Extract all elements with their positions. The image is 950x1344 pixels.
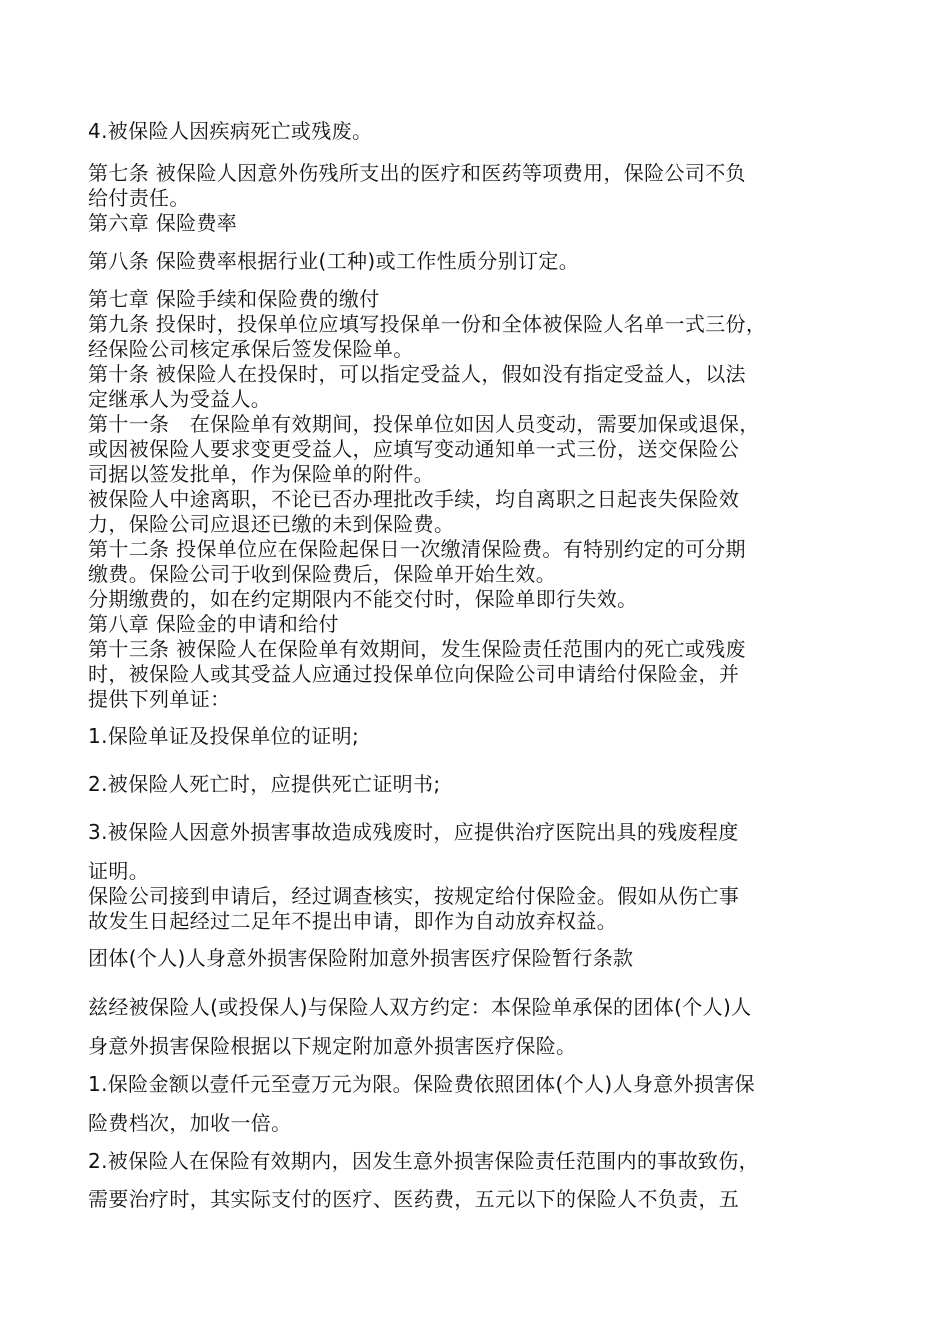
text-line: 司据以签发批单，作为保险单的附件。 <box>88 462 434 486</box>
text-line: 第九条 投保时，投保单位应填写投保单一份和全体被保险人名单一式三份， <box>88 312 767 336</box>
text-line: 1.保险金额以壹仟元至壹万元为限。保险费依照团体(个人)人身意外损害保 <box>88 1072 755 1096</box>
text-line: 经保险公司核定承保后签发保险单。 <box>88 337 414 361</box>
text-line: 时，被保险人或其受益人应通过投保单位向保险公司申请给付保险金，并 <box>88 662 740 686</box>
text-line: 3.被保险人因意外损害事故造成残废时，应提供治疗医院出具的残废程度 <box>88 820 739 844</box>
text-line: 4.被保险人因疾病死亡或残废。 <box>88 119 373 143</box>
text-line: 被保险人中途离职，不论已否办理批改手续，均自离职之日起丧失保险效 <box>88 487 740 511</box>
text-line: 险费档次，加收一倍。 <box>88 1111 292 1135</box>
text-line: 第七条 被保险人因意外伤残所支出的医疗和医药等项费用，保险公司不负 <box>88 161 746 185</box>
text-line: 证明。 <box>88 859 150 883</box>
text-line: 第六章 保险费率 <box>88 211 238 235</box>
text-line: 第七章 保险手续和保险费的缴付 <box>88 287 380 311</box>
text-line: 故发生日起经过二足年不提出申请，即作为自动放弃权益。 <box>88 909 618 933</box>
text-line: 2.被保险人在保险有效期内，因发生意外损害保险责任范围内的事故致伤， <box>88 1149 759 1173</box>
text-line: 保险公司接到申请后，经过调查核实，按规定给付保险金。假如从伤亡事 <box>88 884 740 908</box>
text-line: 分期缴费的，如在约定期限内不能交付时，保险单即行失效。 <box>88 587 638 611</box>
text-line: 第十二条 投保单位应在保险起保日一次缴清保险费。有特别约定的可分期 <box>88 537 746 561</box>
text-line: 团体(个人)人身意外损害保险附加意外损害医疗保险暂行条款 <box>88 946 634 970</box>
text-line: 定继承人为受益人。 <box>88 387 272 411</box>
text-line: 1.保险单证及投保单位的证明; <box>88 724 360 748</box>
text-line: 需要治疗时，其实际支付的医疗、医药费，五元以下的保险人不负责，五 <box>88 1187 740 1211</box>
text-line: 力，保险公司应退还已缴的未到保险费。 <box>88 512 455 536</box>
text-line: 第十一条 在保险单有效期间，投保单位如因人员变动，需要加保或退保， <box>88 412 760 436</box>
text-line: 兹经被保险人(或投保人)与保险人双方约定：本保险单承保的团体(个人)人 <box>88 995 752 1019</box>
text-line: 第八条 保险费率根据行业(工种)或工作性质分别订定。 <box>88 249 580 273</box>
text-line: 或因被保险人要求变更受益人，应填写变动通知单一式三份，送交保险公 <box>88 437 740 461</box>
text-line: 身意外损害保险根据以下规定附加意外损害医疗保险。 <box>88 1034 577 1058</box>
text-line: 第十三条 被保险人在保险单有效期间，发生保险责任范围内的死亡或残废 <box>88 637 746 661</box>
text-line: 提供下列单证： <box>88 687 231 711</box>
text-line: 2.被保险人死亡时，应提供死亡证明书; <box>88 772 441 796</box>
text-line: 给付责任。 <box>88 186 190 210</box>
text-line: 第八章 保险金的申请和给付 <box>88 612 339 636</box>
text-line: 第十条 被保险人在投保时，可以指定受益人，假如没有指定受益人，以法 <box>88 362 746 386</box>
text-line: 缴费。保险公司于收到保险费后，保险单开始生效。 <box>88 562 557 586</box>
